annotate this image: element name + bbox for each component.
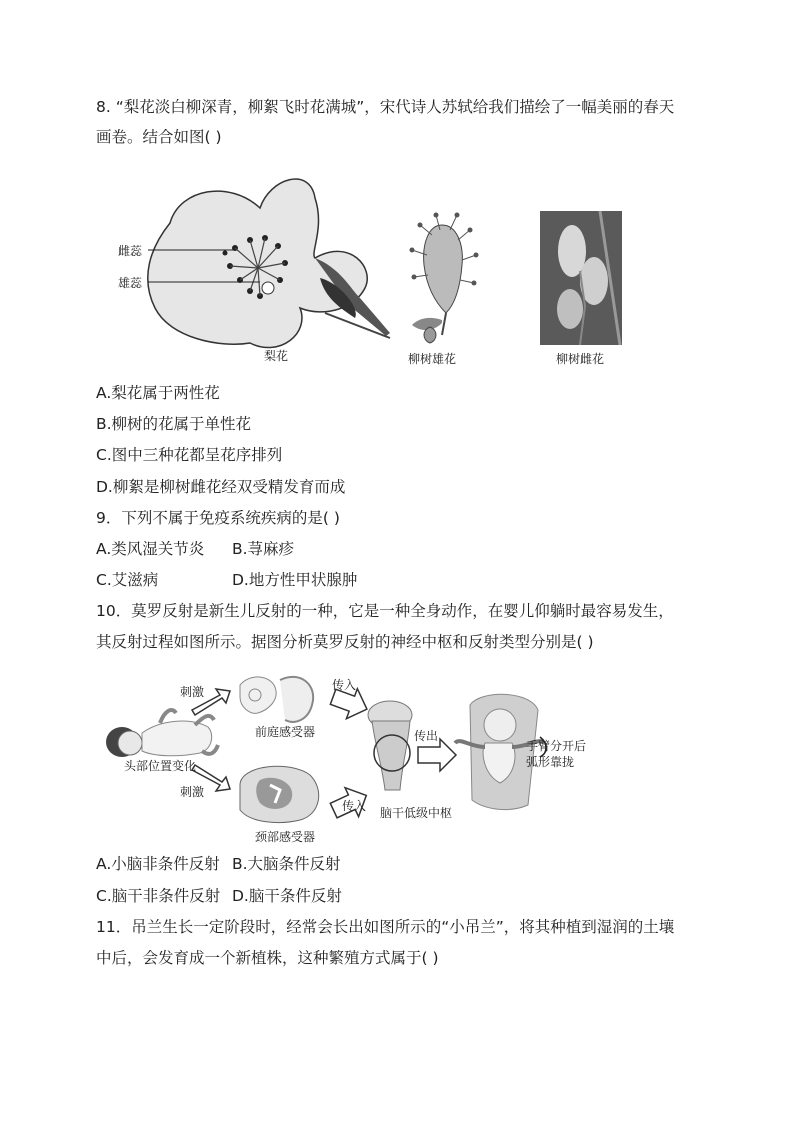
label-head-position-change: 头部位置变化 — [124, 759, 197, 773]
label-stamen: 雄蕊 — [118, 276, 143, 290]
q11-stem-line1: 11．吊兰生长一定阶段时，经常会长出如图所示的“小吊兰”，将其种植到湿润的土壤 — [96, 918, 675, 936]
q10-stem-line1: 10．莫罗反射是新生儿反射的一种，它是一种全身动作，在婴儿仰躺时最容易发生， — [96, 602, 674, 620]
brainstem-illustration — [368, 701, 412, 790]
label-vestibular-receptor: 前庭感受器 — [255, 725, 316, 739]
label-brainstem-center: 脑干低级中枢 — [380, 806, 453, 820]
q10-option-a[interactable]: A.小脑非条件反射 — [96, 855, 220, 873]
q8-option-b[interactable]: B.柳树的花属于单性花 — [96, 415, 252, 433]
baby-lying-illustration — [106, 710, 218, 757]
label-stimulus-bottom: 刺激 — [180, 785, 205, 799]
label-stimulus-top: 刺激 — [180, 685, 205, 699]
q9-option-b[interactable]: B.荨麻疹 — [232, 540, 295, 558]
q8-option-d[interactable]: D.柳絮是柳树雌花经双受精发育而成 — [96, 478, 346, 496]
caption-willow-female: 柳树雌花 — [556, 352, 605, 366]
label-result-line1: 手臂分开后 — [526, 739, 587, 753]
q8-stem-line1: 8. “梨花淡白柳深青，柳絮飞时花满城”，宋代诗人苏轼给我们描绘了一幅美丽的春天 — [96, 98, 675, 116]
q11-stem-line2: 中后，会发育成一个新植株，这种繁殖方式属于( ) — [96, 949, 439, 967]
q10-option-b[interactable]: B.大脑条件反射 — [232, 855, 341, 873]
neck-receptor-illustration — [240, 766, 319, 822]
caption-willow-male: 柳树雄花 — [408, 352, 457, 366]
vestibular-receptor-illustration — [240, 677, 313, 722]
q9-option-c[interactable]: C.艾滋病 — [96, 571, 159, 589]
willow-female-flower-figure — [540, 211, 622, 345]
q10-option-c[interactable]: C.脑干非条件反射 — [96, 887, 221, 905]
pear-flower-figure — [110, 158, 400, 368]
q10-stem-line2: 其反射过程如图所示。据图分析莫罗反射的神经中枢和反射类型分别是( ) — [96, 633, 594, 651]
caption-pear-flower: 梨花 — [264, 349, 289, 363]
q9-stem: 9．下列不属于免疫系统疾病的是( ) — [96, 509, 340, 527]
label-afferent-bottom: 传入 — [342, 799, 367, 813]
label-efferent: 传出 — [414, 729, 439, 743]
label-result-line2: 弧形靠拢 — [526, 755, 575, 769]
willow-male-flower-figure — [402, 205, 482, 345]
label-neck-receptor: 颈部感受器 — [255, 830, 316, 844]
q8-option-c[interactable]: C.图中三种花都呈花序排列 — [96, 446, 283, 464]
q8-stem-line2: 画卷。结合如图( ) — [96, 128, 222, 146]
label-afferent-top: 传入 — [332, 678, 357, 692]
label-pistil: 雌蕊 — [118, 244, 143, 258]
q10-option-d[interactable]: D.脑干条件反射 — [232, 887, 342, 905]
q8-option-a[interactable]: A.梨花属于两性花 — [96, 384, 220, 402]
q9-option-a[interactable]: A.类风湿关节炎 — [96, 540, 205, 558]
q9-option-d[interactable]: D.地方性甲状腺肿 — [232, 571, 358, 589]
